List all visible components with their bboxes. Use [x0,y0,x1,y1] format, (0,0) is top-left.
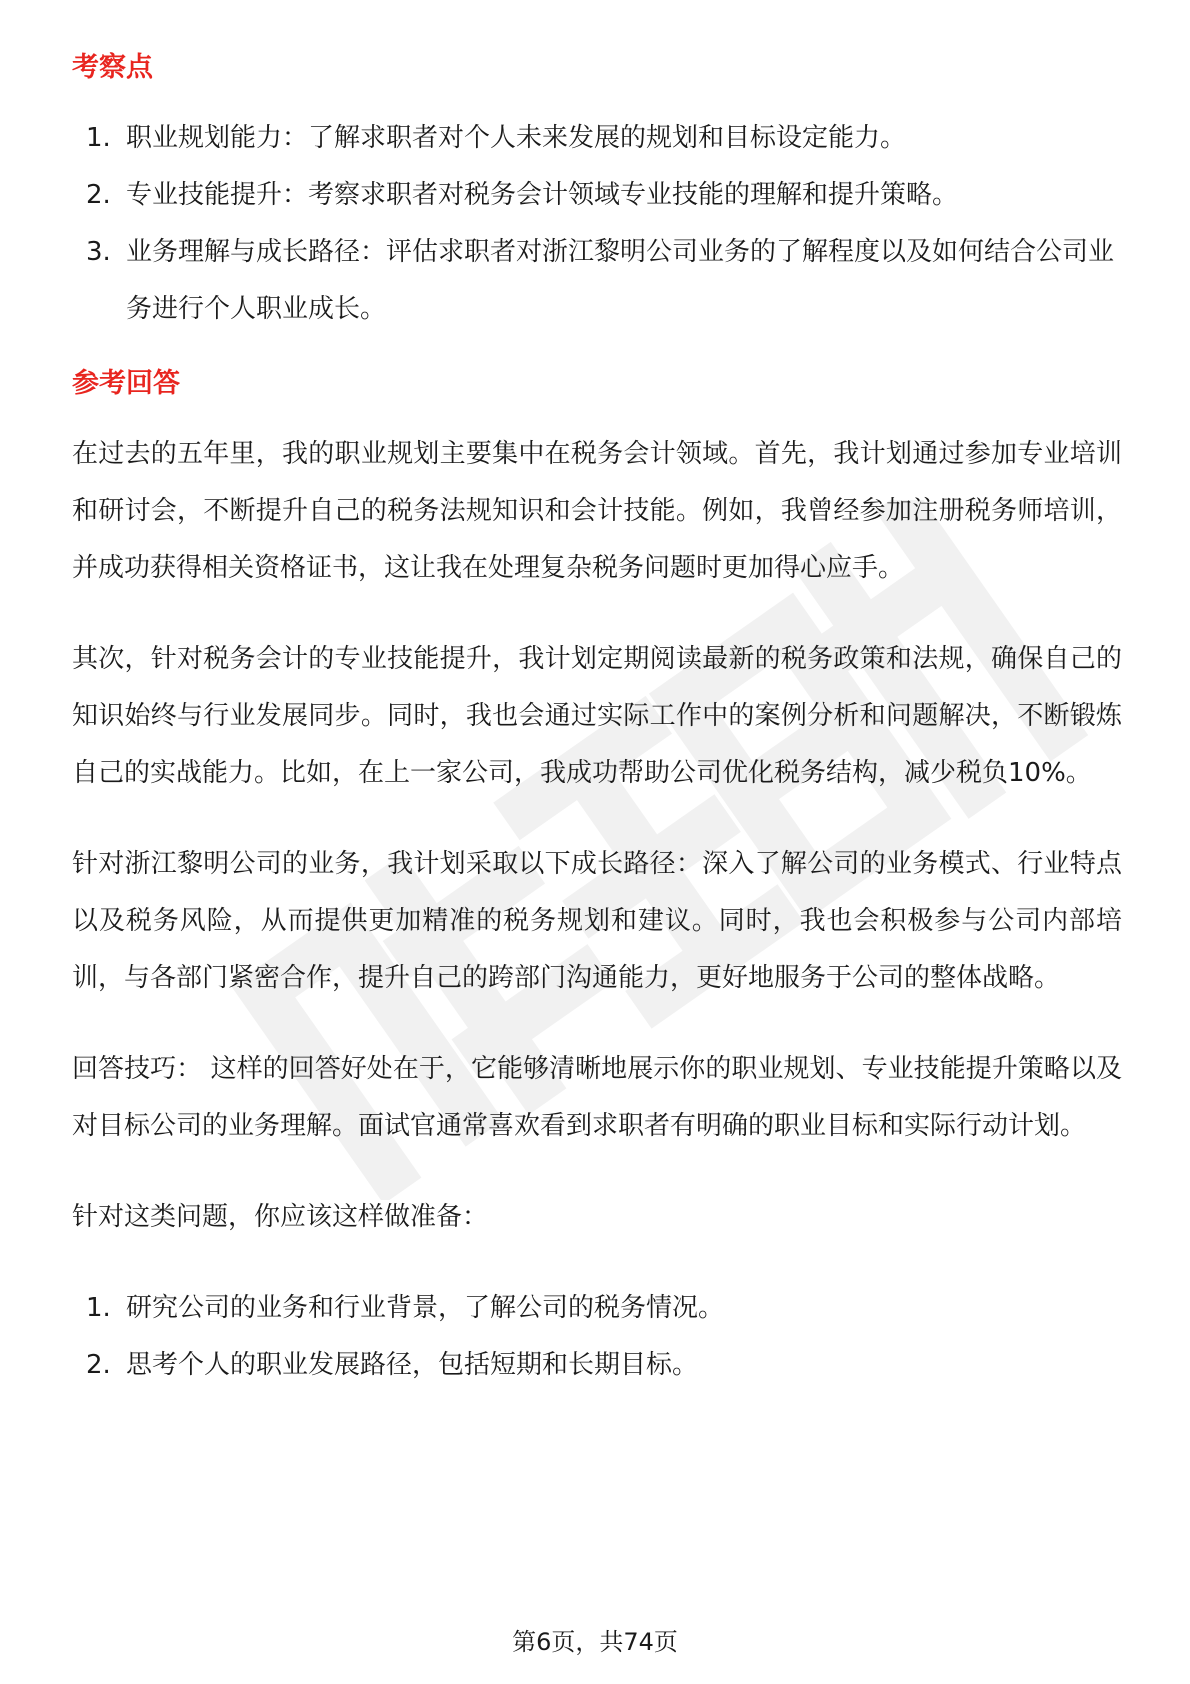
list-item [72,224,1122,338]
list-item-text: 专业技能提升：考察求职者对税务会计领域专业技能的理解和提升策略。 [126,180,959,210]
section-heading-reference-answer: 参考回答 [72,368,180,399]
list-item-text: 思考个人的职业发展路径，包括短期和长期目标。 [126,1350,699,1380]
list-item-text: 研究公司的业务和行业背景，了解公司的税务情况。 [126,1293,725,1323]
preparation-intro: 针对这类问题，你应该这样做准备： [72,1202,489,1232]
list-item [72,1337,1122,1394]
preparation-list [72,1280,1122,1394]
answer-paragraph: 其次，针对税务会计的专业技能提升，我计划定期阅读最新的税务政策和法规，确保自己的知识始终与行业发展同步。同时，我也会通过实际工作中的案例分析和问题解决，不断锻炼自己的实战能力。比如，在上一家公司，我成功帮助公司优化税务结构，减少税负10%。 [72,644,1122,788]
main-content [72,48,1122,1394]
section-heading-key-points: 考察点 [72,52,153,83]
key-points-list [72,110,1122,338]
list-number: 3. [86,237,111,267]
list-item-text: 职业规划能力：了解求职者对个人未来发展的规划和目标设定能力。 [126,123,907,153]
list-item-text: 业务理解与成长路径：评估求职者对浙江黎明公司业务的了解程度以及如何结合公司业务进行个人职业成长。 [126,237,1115,324]
answer-tips-paragraph: 回答技巧： 这样的回答好处在于，它能够清晰地展示你的职业规划、专业技能提升策略以及对目标公司的业务理解。面试官通常喜欢看到求职者有明确的职业目标和实际行动计划。 [72,1054,1122,1141]
answer-paragraph: 在过去的五年里，我的职业规划主要集中在税务会计领域。首先，我计划通过参加专业培训和研讨会，不断提升自己的税务法规知识和会计技能。例如，我曾经参加注册税务师培训，并成功获得相关资格证书，这让我在处理复杂税务问题时更加得心应手。 [72,439,1122,583]
list-number: 2. [86,180,111,210]
list-item [72,110,1122,167]
list-item [72,167,1122,224]
page-footer: 第6页，共74页 [512,1628,678,1656]
list-number: 1. [86,123,111,153]
answer-paragraph: 针对浙江黎明公司的业务，我计划采取以下成长路径：深入了解公司的业务模式、行业特点以及税务风险，从而提供更加精准的税务规划和建议。同时，我也会积极参与公司内部培训，与各部门紧密合作，提升自己的跨部门沟通能力，更好地服务于公司的整体战略。 [72,849,1122,993]
list-item [72,1280,1122,1337]
list-number: 2. [86,1350,111,1380]
list-number: 1. [86,1293,111,1323]
